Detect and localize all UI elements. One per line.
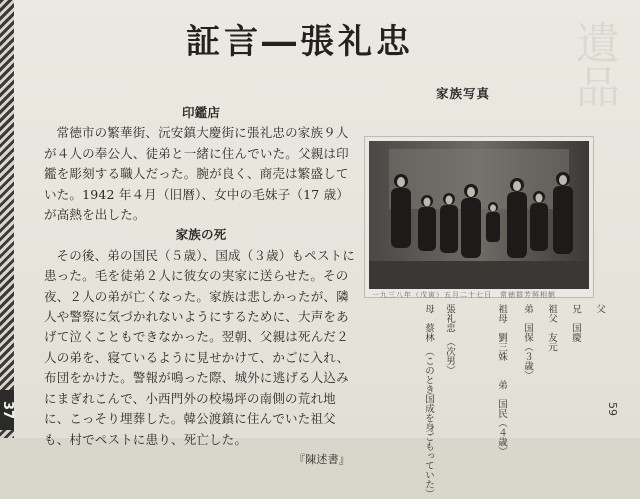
family-photo-image <box>369 141 589 289</box>
paragraph-seal-shop: 常徳市の繁華街、沅安鎮大慶街に張礼忠の家族９人が４人の奉公人、徒弟と一緒に住んでいた。父親は印鑑を彫刻する職人だった。腕が良く、商売は繁盛していた。1942 年４月（旧暦）、女中の毛妹子（17 歳）が高熱を出した。 <box>44 125 350 223</box>
right-page-number: 59 <box>606 402 619 416</box>
testimony-text-column <box>44 103 358 470</box>
photo-caption: 家族写真 <box>436 86 491 101</box>
bleed-through-text: 遺品 <box>568 20 619 108</box>
source-citation: 『陳述書』 <box>294 452 350 466</box>
legend-entry: 張礼忠 （次男） <box>444 304 455 376</box>
photo-inscription: 一九三八年（戊寅）五月二十七日 常徳群芳照相館 <box>372 291 556 299</box>
left-page-number: 37 <box>0 390 14 430</box>
photo-legend <box>380 304 616 499</box>
paragraph-family-deaths: その後、弟の国民（５歳）、国成（３歳）もペストに患った。毛を徒弟２人に彼女の実家に送らせた。その夜、２人の弟が亡くなった。家族は悲しかったが、隣人や警察に気づかれないようにするために、大声をあげて泣くこともできなかった。翌朝、父親は死んだ２人の弟を、寝ているように見せかけて、かごに入れ、布団をかけた。警報が鳴った際、城外に逃げる人込みにまぎれこんで、小西門外の校場坪の南側の荒れ地に、こっそり埋葬した。韓公渡鎮に住んでいた祖父も、村でペストに患り、死亡した。 <box>44 247 356 447</box>
legend-entry: 弟 国保（３歳） <box>522 304 533 380</box>
section-heading-seal-shop: 印鑑店 <box>181 105 221 120</box>
legend-entry: 兄 国慶 <box>570 304 581 342</box>
legend-entry: 母 蔡林 （このとき国成を身ごもっていた） <box>423 304 434 499</box>
section-heading-family-deaths: 家族の死 <box>175 227 227 243</box>
chapter-side-tab <box>0 0 14 438</box>
legend-entry: 祖父 友元 <box>546 304 557 352</box>
page-title: 証言―張礼忠 <box>186 22 414 62</box>
family-photo <box>364 136 594 298</box>
legend-entry: 祖母 劉三姝 弟 国民（４歳） <box>496 304 507 456</box>
legend-entry: 父 <box>594 304 605 314</box>
